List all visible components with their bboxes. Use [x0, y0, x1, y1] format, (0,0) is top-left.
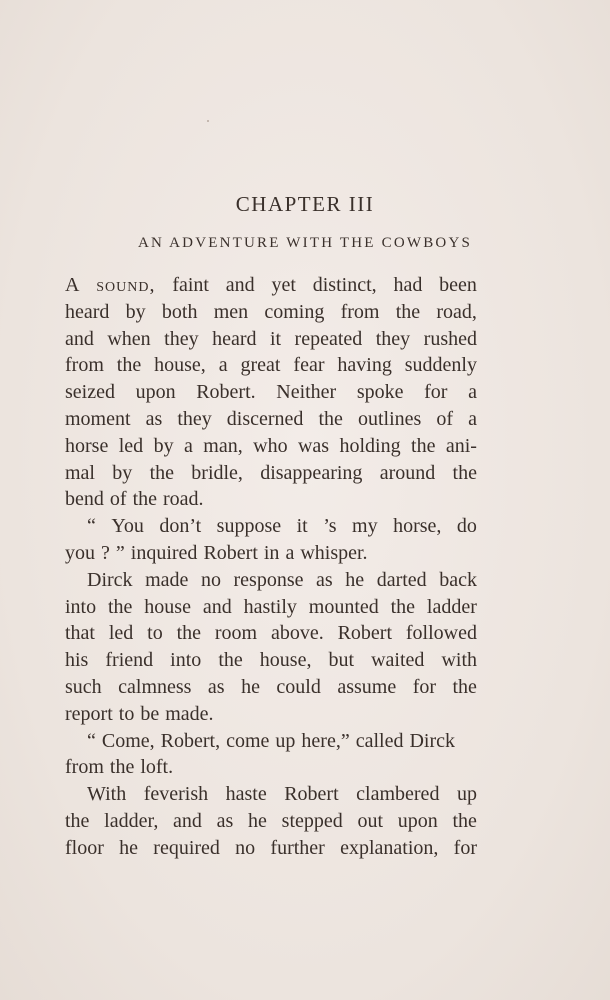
- text-line: you ? ” inquired Robert in a whisper.: [65, 541, 368, 564]
- text-line: that led to the room above. Robert followed: [65, 622, 477, 645]
- text-line: “ You don’t suppose it ’s my horse, do: [87, 515, 477, 538]
- text-line: from the loft.: [65, 756, 174, 779]
- text-line: “ Come, Robert, come up here,” called Dirck: [87, 729, 456, 752]
- text-line: from the house, a great fear having suddenly: [65, 354, 477, 377]
- text-line: mal by the bridle, disappearing around the: [65, 461, 477, 484]
- text-line: and when they heard it repeated they rushed: [65, 327, 477, 350]
- text-line: into the house and hastily mounted the ladder: [65, 595, 477, 618]
- text-line: moment as they discerned the outlines of a: [65, 407, 477, 430]
- text-line: seized upon Robert. Neither spoke for a: [65, 381, 477, 404]
- text-line: such calmness as he could assume for the: [65, 675, 477, 698]
- text-line: A sound, faint and yet distinct, had been: [65, 274, 477, 296]
- text-line: Dirck made no response as he darted back: [87, 568, 477, 591]
- paper-speck: [207, 120, 209, 122]
- text-line: bend of the road.: [65, 488, 204, 511]
- text-line: horse led by a man, who was holding the ani-: [65, 434, 477, 457]
- chapter-subtitle: AN ADVENTURE WITH THE COWBOYS: [137, 235, 473, 251]
- text-line: the ladder, and as he stepped out upon the: [65, 809, 477, 832]
- text-line: his friend into the house, but waited with: [65, 649, 477, 672]
- chapter-title: CHAPTER III: [235, 192, 375, 216]
- text-line: floor he required no further explanation, for: [65, 836, 477, 859]
- text-line: With feverish haste Robert clambered up: [87, 783, 477, 806]
- text-line: report to be made.: [65, 702, 214, 725]
- body-text: [65, 272, 477, 862]
- text-line: heard by both men coming from the road,: [65, 300, 477, 323]
